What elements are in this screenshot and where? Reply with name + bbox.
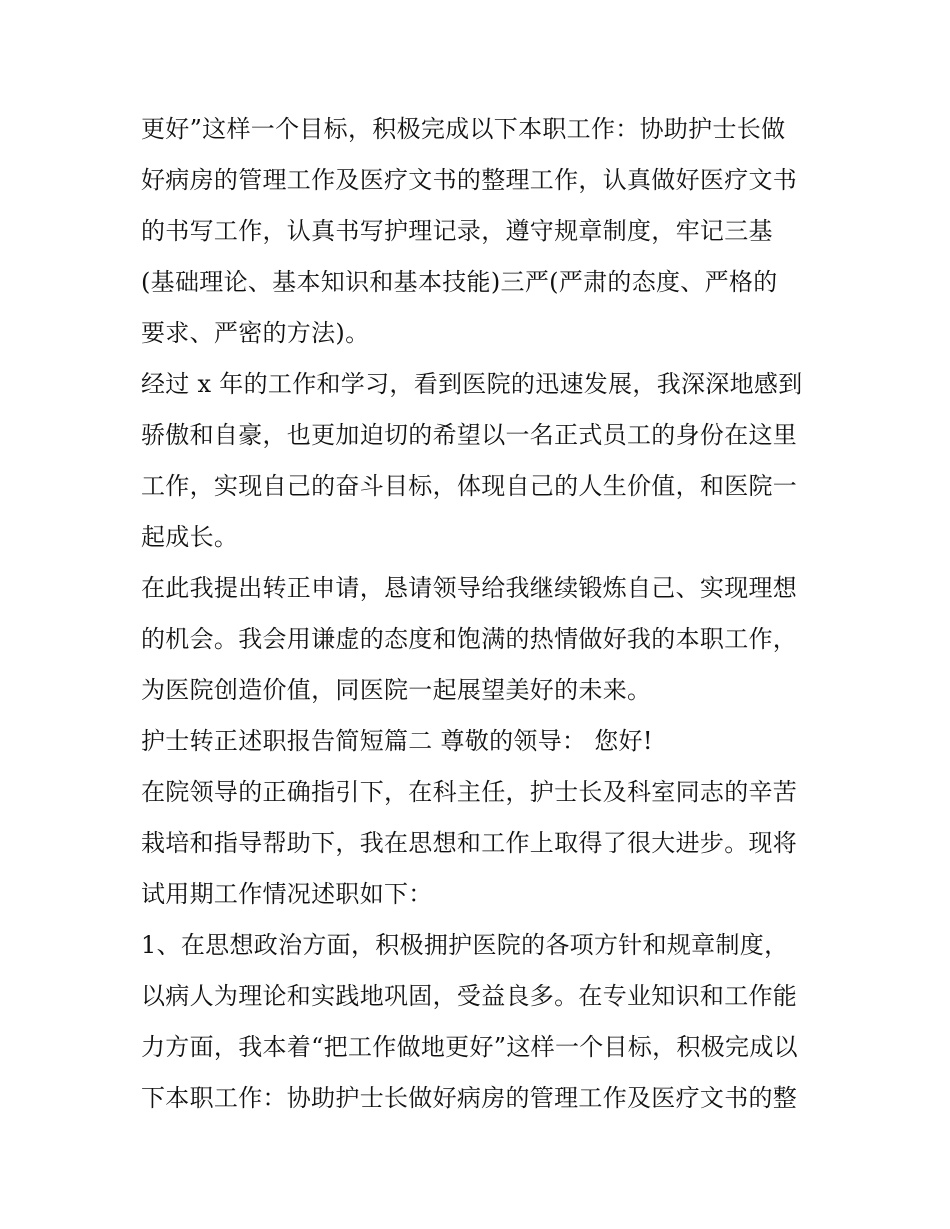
text-line-4: (基础理论、基本知识和基本技能)三严(严肃的态度、严格的: [141, 268, 778, 296]
text-line-17: 1、在思想政治方面，积极拥护医院的各项方针和规章制度，: [141, 931, 789, 959]
text-line-11: 的机会。我会用谦虚的态度和饱满的热情做好我的本职工作，: [141, 625, 798, 653]
text-line-12: 为医院创造价值，同医院一起展望美好的未来。: [141, 676, 652, 704]
text-line-9: 起成长。: [141, 523, 239, 551]
text-line-8: 工作，实现自己的奋斗目标，体现自己的人生价值，和医院一: [141, 472, 798, 500]
text-line-1: 更好”这样一个目标，积极完成以下本职工作：协助护士长做: [141, 115, 786, 143]
text-line-5: 要求、严密的方法)。: [141, 319, 370, 347]
text-line-19: 力方面，我本着“把工作做地更好”这样一个目标，积极完成以: [141, 1033, 798, 1061]
text-line-10: 在此我提出转正申请，恳请领导给我继续锻炼自己、实现理想: [141, 574, 798, 602]
text-line-2: 好病房的管理工作及医疗文书的整理工作，认真做好医疗文书: [141, 166, 798, 194]
text-line-13: 护士转正述职报告简短篇二 尊敬的领导： 您好!: [141, 727, 653, 755]
text-line-3: 的书写工作，认真书写护理记录，遵守规章制度，牢记三基: [141, 217, 773, 245]
text-line-14: 在院领导的正确指引下，在科主任，护士长及科室同志的辛苦: [141, 778, 798, 806]
document-body: [141, 104, 813, 1124]
text-line-16: 试用期工作情况述职如下：: [141, 880, 433, 908]
text-line-7: 骄傲和自豪，也更加迫切的希望以一名正式员工的身份在这里: [141, 421, 798, 449]
text-line-15: 栽培和指导帮助下，我在思想和工作上取得了很大进步。现将: [141, 829, 798, 857]
text-line-18: 以病人为理论和实践地巩固，受益良多。在专业知识和工作能: [141, 982, 798, 1010]
text-line-6: 经过 x 年的工作和学习，看到医院的迅速发展，我深深地感到: [141, 370, 803, 398]
text-line-20: 下本职工作：协助护士长做好病房的管理工作及医疗文书的整: [141, 1084, 798, 1112]
